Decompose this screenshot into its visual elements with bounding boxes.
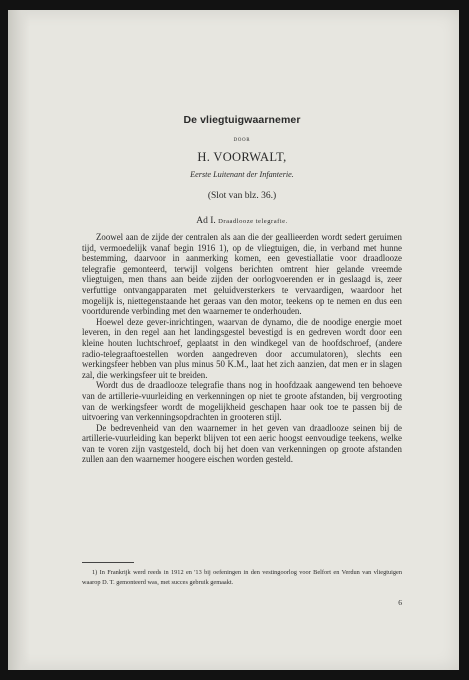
body-paragraph: Hoewel deze gever-inrichtingen, waarvan de dynamo, die de noodige energie moet leveren, in den regel aan het landingsgestel bevestigd is en gedreven wordt door een kleine houten luchtschroef, geplaatst in den windkegel van de hoofdschroef, (andere radio-telegraaftoestellen worden aangedreven door accumulatoren), slechts een werkingsfeer hebben van plus minus 50 K.M., laat het zich aanzien, dat men er in slagen zal, die werkingsfeer uit te breiden. — [82, 316, 402, 380]
byline-prefix: DOOR — [233, 138, 251, 143]
footnote-text: 1) In Frankrijk werd reeds in 1912 en '13 bij oefeningen in den vestingoorlog voor Belfort en Verdun van vliegtuigen waarop D. T. gemonteerd was, met succes gebruik gemaakt. — [82, 569, 402, 586]
document-page — [8, 10, 459, 670]
section-number: Ad I. — [196, 216, 216, 226]
body-paragraph: Wordt dus de draadlooze telegrafie thans nog in hoofdzaak aangewend ten behoeve van de artillerie-vuurleiding en verkenningen op niet te groote afstanden, bij vergrooting van de werkingsfeer wordt de mogelijkheid geschapen haar ook toe te passen bij de uitvoering van verkenningsopdrachten in grooteren stijl. — [82, 380, 402, 423]
article-body — [82, 232, 402, 465]
continued-note: (Slot van blz. 36.) — [207, 191, 277, 201]
section-title: Draadlooze telegrafie. — [218, 218, 288, 225]
page-gutter — [8, 10, 30, 670]
page-number: 6 — [398, 598, 402, 607]
author-name: H. VOORWALT, — [197, 150, 287, 164]
author-rank: Eerste Luitenant der Infanterie. — [190, 170, 294, 179]
body-paragraph: Zoowel aan de zijde der centralen als aan die der geallieerden wordt sedert geruimen tijd, vermoedelijk vanaf begin 1916 1), op de vliegtuigen, die, in verband met hunne bestemming, daarvoor in aanmerking komen, een gevestiallatie voor draadlooze telegrafie gemonteerd, terwijl volgens berichten omtrent hier gelande vreemde vliegtuigen, men thans aan beide zijden der oorlogvoerenden er in geslaagd is, zeer verfuttige ontvangapparaten met geluidversterkers te vervaardigen, waardoor het mogelijk is, niettegenstaande het geraas van den motor, teekens op te nemen en dus een voortdurende verbinding met den waarnemer te onderhouden. — [82, 232, 402, 317]
footnote — [82, 568, 402, 587]
footnote-divider — [82, 562, 134, 563]
body-paragraph: De bedrevenheid van den waarnemer in het geven van draadlooze seinen bij de artillerie-vuurleiding kan beperkt blijven tot een aeric hoogst eenvoudige teekens, welke van te voren zijn vastgesteld, doch bij het doen van verkenningen op groote afstanden zullen aan den waarnemer hoogere eischen worden gesteld. — [82, 422, 402, 465]
article-title: De vliegtuigwaarnemer — [183, 114, 301, 126]
section-heading — [82, 216, 402, 226]
